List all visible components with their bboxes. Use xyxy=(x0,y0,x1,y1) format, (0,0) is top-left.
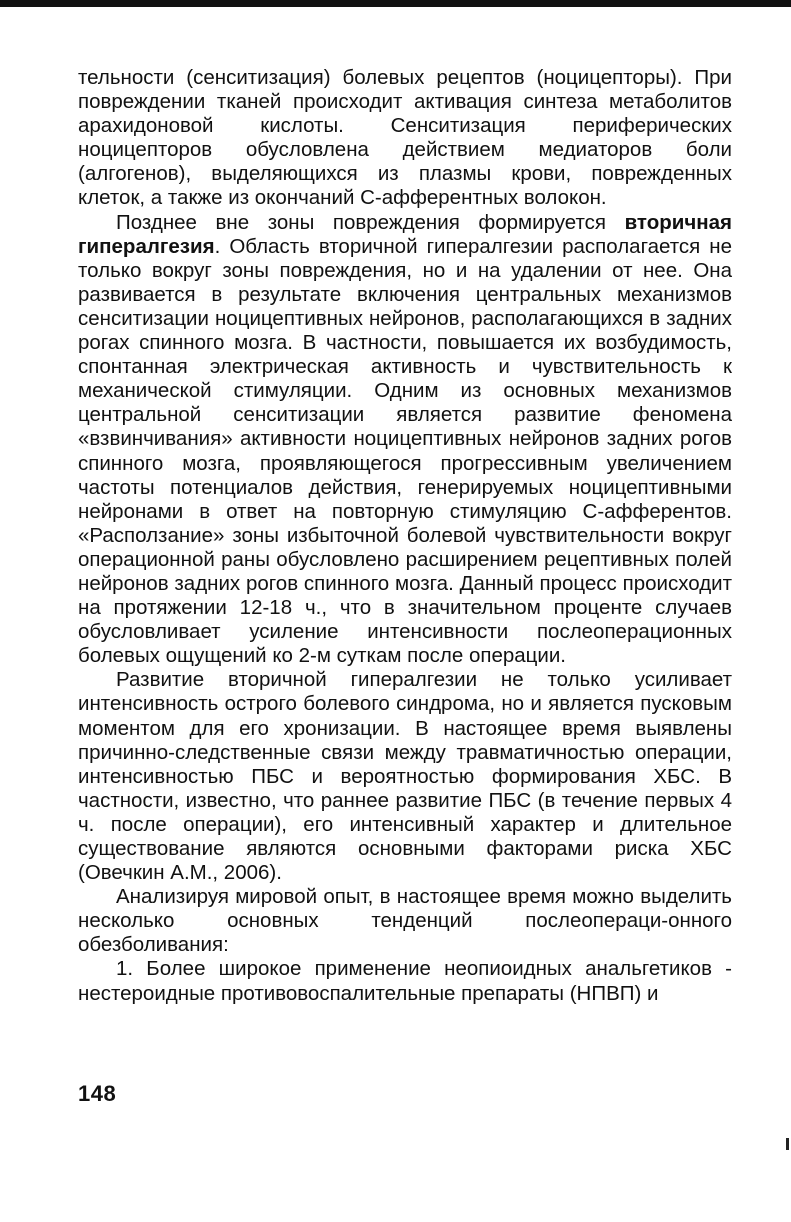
paragraph-4-text: Анализируя мировой опыт, в настоящее время можно выделить несколько основных тенденций послеопераци-онного обезболивания: xyxy=(78,885,732,957)
paragraph-2-text-start: Позднее вне зоны повреждения формируется xyxy=(116,210,625,234)
page-top-border xyxy=(0,0,791,7)
paragraph-2-text-rest: . Область вторичной гипералгезии располагается не только вокруг зоны повреждения, но и на удалении от нее. Она развивается в результате включения центральных механизмов сенситизации ноцицептивных нейронов, располагающихся в задних рогах спинного мозга. В частности, повышается их возбудимость, спонтанная электрическая активность и чувствительность к механической стимуляции. Одним из основных механизмов центральной сенситизации является развитие феномена «взвинчивания» активности ноцицептивных нейронов задних рогов спинного мозга, проявляющегося прогрессивным увеличением частоты потенциалов действия, генерируемых ноцицептивными нейронами в ответ на повторную стимуляцию С-афферентов. «Расползание» зоны избыточной болевой чувствительности вокруг операционной раны обусловлено расширением рецептивных полей нейронов задних рогов спинного мозга. Данный процесс происходит на протяжении 12-18 ч., что в значительном проценте случаев обусловливает усиление интенсивности послеоперационных болевых ощущений ко 2-м суткам после операции. xyxy=(78,234,732,668)
page-body-text xyxy=(78,66,732,1006)
paragraph-1 xyxy=(78,66,732,211)
paragraph-1-text: тельности (сенситизация) болевых рецептов (ноцицепторы). При повреждении тканей происходит активация синтеза метаболитов арахидоновой кислоты. Сенситизация периферических ноцицепторов обусловлена действием медиаторов боли (алгогенов), выделяющихся из плазмы крови, поврежденных клеток, а также из окончаний С-афферентных волокон. xyxy=(78,66,732,210)
scan-edge-mark xyxy=(786,1138,789,1150)
paragraph-5 xyxy=(78,957,732,1005)
paragraph-2 xyxy=(78,211,732,669)
paragraph-5-text: 1. Более широкое применение неопиоидных анальгетиков - нестероидные противовоспалительные препараты (НПВП) и xyxy=(78,957,732,1005)
paragraph-3-text: Развитие вторичной гипералгезии не только усиливает интенсивность острого болевого синдрома, но и является пусковым моментом для его хронизации. В настоящее время выявлены причинно-следственные связи между травматичностью операции, интенсивностью ПБС и вероятностью формирования ХБС. В частности, известно, что раннее развитие ПБС (в течение первых 4 ч. после операции), его интенсивный характер и длительное существование являются основными факторами риска ХБС (Овечкин А.М., 2006). xyxy=(78,668,732,885)
page-number: 148 xyxy=(78,1081,117,1106)
paragraph-4 xyxy=(78,885,732,957)
paragraph-2-term-bold: вторичная гипералгезия xyxy=(78,210,732,258)
paragraph-3 xyxy=(78,668,732,885)
